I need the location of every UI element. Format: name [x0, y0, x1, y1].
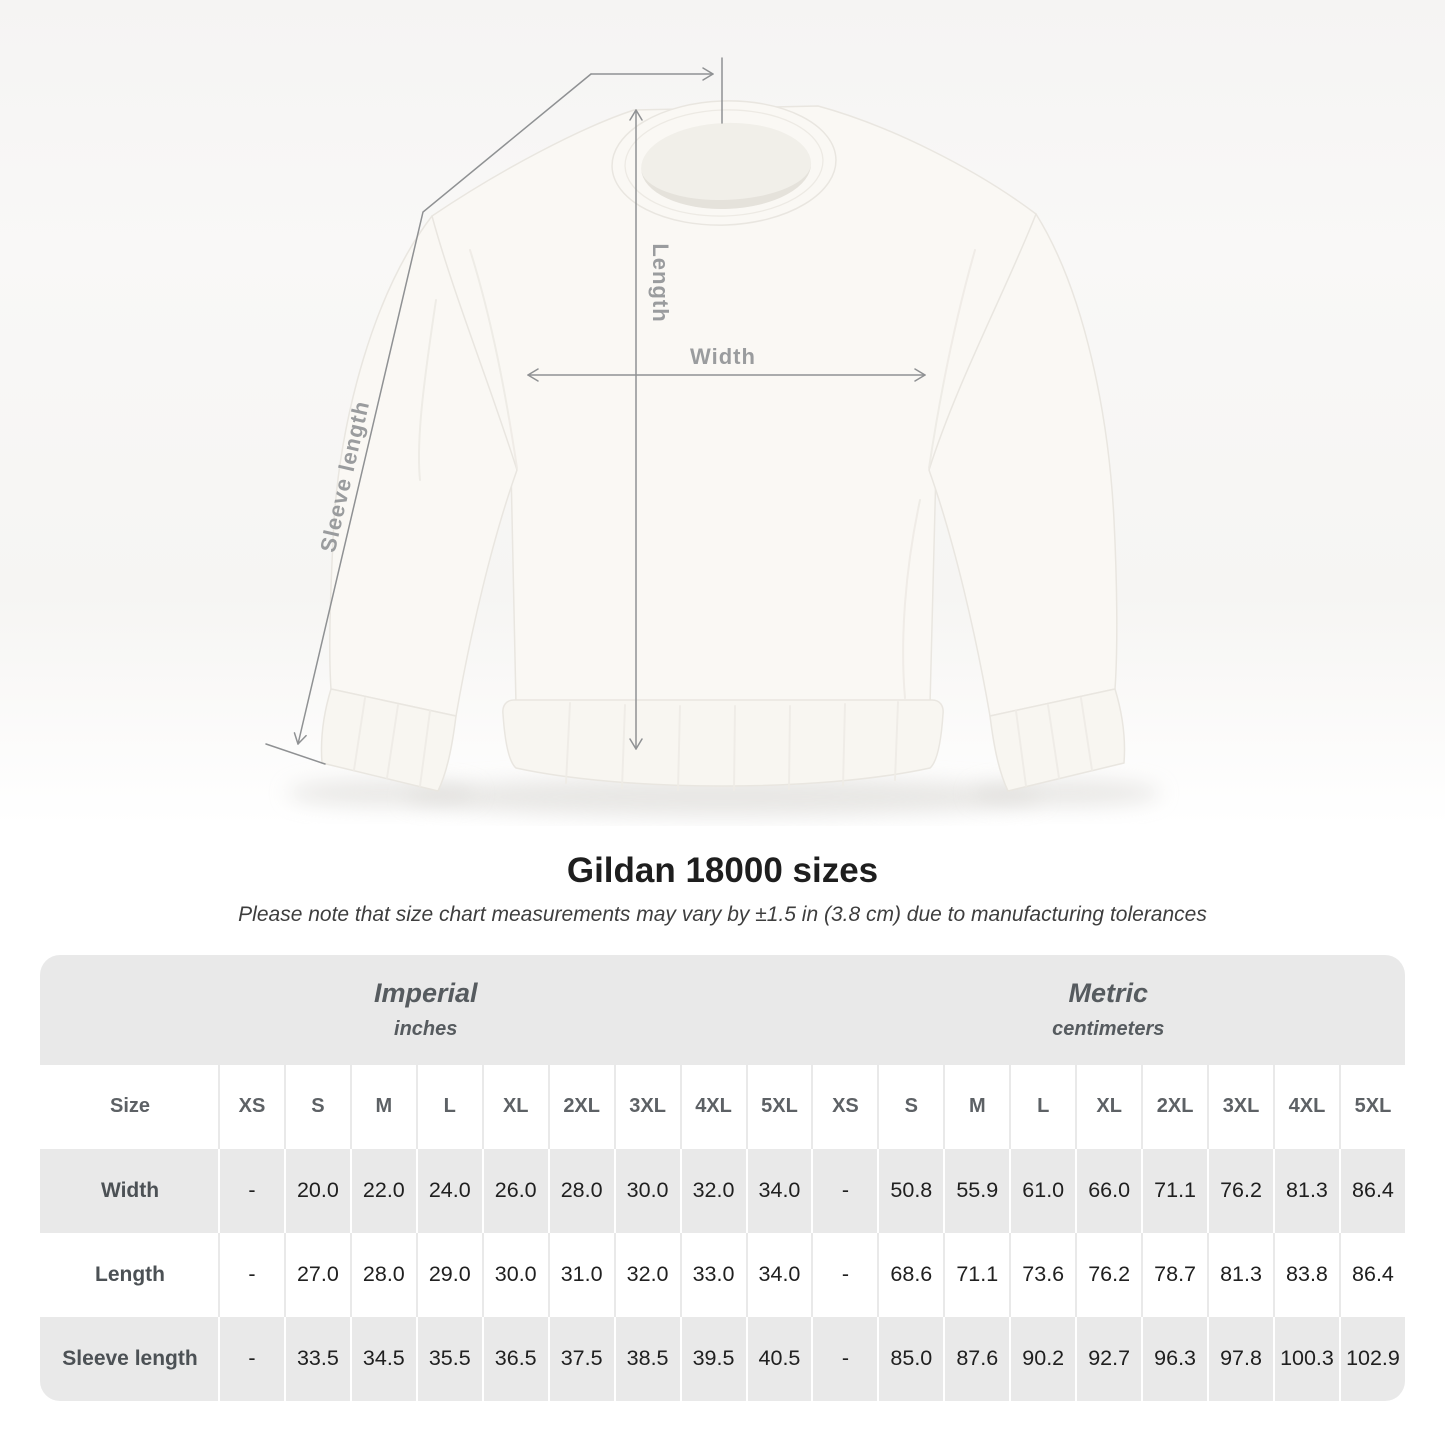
measurement-value: - [811, 1149, 877, 1233]
unit-group-name: Imperial [373, 978, 478, 1008]
measurement-value: 27.0 [284, 1233, 350, 1317]
size-header-s: S [877, 1065, 943, 1149]
size-header-4xl: 4XL [1273, 1065, 1339, 1149]
measurement-value: 81.3 [1207, 1233, 1273, 1317]
heading-block [0, 852, 1445, 927]
measurement-value: 66.0 [1075, 1149, 1141, 1233]
size-header-5xl: 5XL [746, 1065, 812, 1149]
cuff-tick [266, 744, 325, 764]
size-header-3xl: 3XL [1207, 1065, 1273, 1149]
measurement-value: 28.0 [350, 1233, 416, 1317]
measurement-value: - [811, 1317, 877, 1401]
measurement-value: 92.7 [1075, 1317, 1141, 1401]
measurement-value: 34.0 [746, 1149, 812, 1233]
measurement-value: 87.6 [943, 1317, 1009, 1401]
measurement-value: 102.9 [1339, 1317, 1405, 1401]
unit-group-unit: inches [394, 1018, 458, 1040]
measurement-value: 20.0 [284, 1149, 350, 1233]
measurement-value: 55.9 [943, 1149, 1009, 1233]
row-label: Length [40, 1233, 218, 1317]
measurement-value: 33.0 [680, 1233, 746, 1317]
measurement-value: 86.4 [1339, 1233, 1405, 1317]
measurement-value: 32.0 [680, 1149, 746, 1233]
measurement-value: 90.2 [1009, 1317, 1075, 1401]
unit-group-header [811, 955, 1405, 1065]
measurement-value: 61.0 [1009, 1149, 1075, 1233]
size-column-header: Size [40, 1065, 218, 1149]
measurement-value: 39.5 [680, 1317, 746, 1401]
measurement-value: - [218, 1233, 284, 1317]
measurement-value: 26.0 [482, 1149, 548, 1233]
measurement-value: 35.5 [416, 1317, 482, 1401]
measurement-value: 97.8 [1207, 1317, 1273, 1401]
measurement-value: 24.0 [416, 1149, 482, 1233]
measurement-value: 76.2 [1207, 1149, 1273, 1233]
measurement-value: 28.0 [548, 1149, 614, 1233]
measurement-row [40, 1317, 1405, 1401]
measurement-value: 30.0 [614, 1149, 680, 1233]
measurement-value: - [218, 1149, 284, 1233]
page-title: Gildan 18000 sizes [566, 851, 879, 890]
unit-group-unit: centimeters [1052, 1018, 1165, 1040]
measurement-value: 68.6 [877, 1233, 943, 1317]
size-header-2xl: 2XL [1141, 1065, 1207, 1149]
measurement-value: - [218, 1317, 284, 1401]
size-header-2xl: 2XL [548, 1065, 614, 1149]
measurement-value: 37.5 [548, 1317, 614, 1401]
measurement-value: 33.5 [284, 1317, 350, 1401]
measurement-value: 71.1 [943, 1233, 1009, 1317]
measurement-value: 34.0 [746, 1233, 812, 1317]
size-header-l: L [1009, 1065, 1075, 1149]
size-header-xl: XL [482, 1065, 548, 1149]
measurement-row [40, 1233, 1405, 1317]
size-header-xs: XS [811, 1065, 877, 1149]
size-header-l: L [416, 1065, 482, 1149]
measurement-value: 30.0 [482, 1233, 548, 1317]
measurement-value: 81.3 [1273, 1149, 1339, 1233]
measurement-value: 86.4 [1339, 1149, 1405, 1233]
size-table-wrap [40, 955, 1405, 1401]
sleeve-length-label: Sleeve length [315, 398, 375, 555]
measurement-value: 50.8 [877, 1149, 943, 1233]
measurement-value: 32.0 [614, 1233, 680, 1317]
measurement-value: 85.0 [877, 1317, 943, 1401]
measurement-value: 36.5 [482, 1317, 548, 1401]
size-table [40, 955, 1405, 1401]
size-header-4xl: 4XL [680, 1065, 746, 1149]
measurement-value: 38.5 [614, 1317, 680, 1401]
length-label: Length [648, 243, 673, 323]
size-header-xl: XL [1075, 1065, 1141, 1149]
measurement-value: 76.2 [1075, 1233, 1141, 1317]
size-header-s: S [284, 1065, 350, 1149]
measurement-value: 96.3 [1141, 1317, 1207, 1401]
tolerance-note: Please note that size chart measurements may vary by ±1.5 in (3.8 cm) due to manufacturing tolerances [238, 902, 1207, 926]
measurement-value: 40.5 [746, 1317, 812, 1401]
measurement-value: 71.1 [1141, 1149, 1207, 1233]
size-header-m: M [943, 1065, 1009, 1149]
measurement-value: 22.0 [350, 1149, 416, 1233]
measurement-value: 78.7 [1141, 1233, 1207, 1317]
size-header-3xl: 3XL [614, 1065, 680, 1149]
measurement-value: 31.0 [548, 1233, 614, 1317]
measurement-value: - [811, 1233, 877, 1317]
unit-group-header [40, 955, 811, 1065]
size-header-m: M [350, 1065, 416, 1149]
measurement-value: 29.0 [416, 1233, 482, 1317]
unit-group-name: Metric [1068, 978, 1148, 1008]
row-label: Sleeve length [40, 1317, 218, 1401]
measurement-value: 83.8 [1273, 1233, 1339, 1317]
measurement-value: 73.6 [1009, 1233, 1075, 1317]
width-label: Width [690, 344, 756, 369]
size-header-5xl: 5XL [1339, 1065, 1405, 1149]
measurement-value: 100.3 [1273, 1317, 1339, 1401]
measurement-row [40, 1149, 1405, 1233]
sweatshirt-illustration [321, 97, 1124, 791]
row-label: Width [40, 1149, 218, 1233]
measurement-value: 34.5 [350, 1317, 416, 1401]
size-header-xs: XS [218, 1065, 284, 1149]
